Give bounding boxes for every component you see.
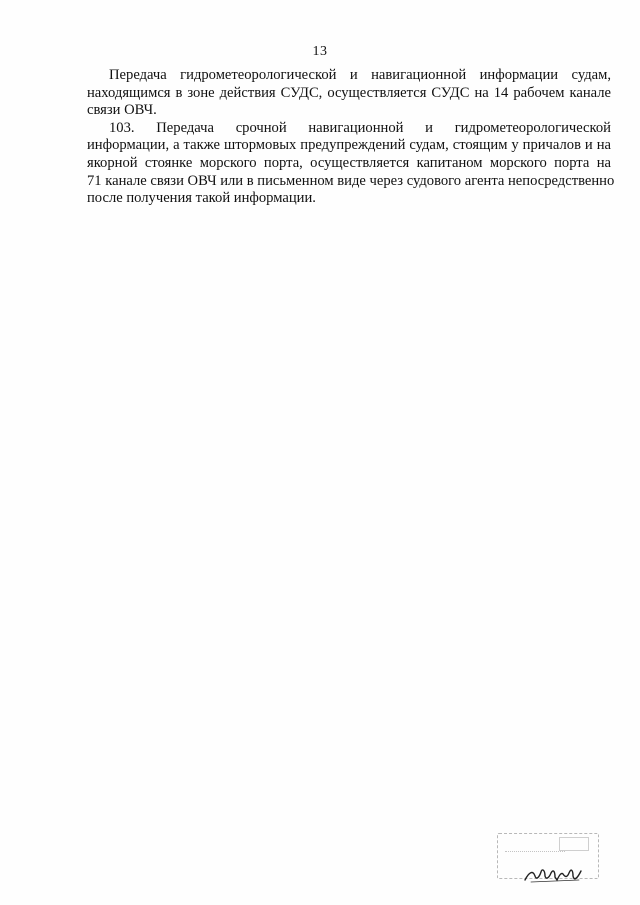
text-line: 103. Передача срочной навигационной и гидрометеорологической [109, 119, 611, 136]
handwritten-initials [521, 858, 587, 888]
text-line: якорной стоянке морского порта, осуществляется капитаном морского порта на [87, 154, 611, 171]
text-line: находящимся в зоне действия СУДС, осуществляется СУДС на 14 рабочем канале [87, 84, 611, 101]
page-number: 13 [312, 44, 328, 59]
text-line: после получения такой информации. [87, 190, 316, 207]
stamp-line [505, 839, 565, 852]
stamp-number-box [559, 837, 589, 851]
document-body [87, 67, 615, 208]
text-line: связи ОВЧ. [87, 102, 157, 119]
text-line: Передача гидрометеорологической и навигационной информации судам, [109, 67, 611, 83]
paragraph-103-urgent-info [87, 119, 615, 208]
text-line: 71 канале связи ОВЧ или в письменном виде через судового агента непосредственно [87, 172, 615, 189]
paragraph-vhf-hydromet-transmission [87, 67, 611, 120]
text-line: информации, а также штормовых предупреждений судам, стоящим у причалов и на [87, 137, 611, 154]
